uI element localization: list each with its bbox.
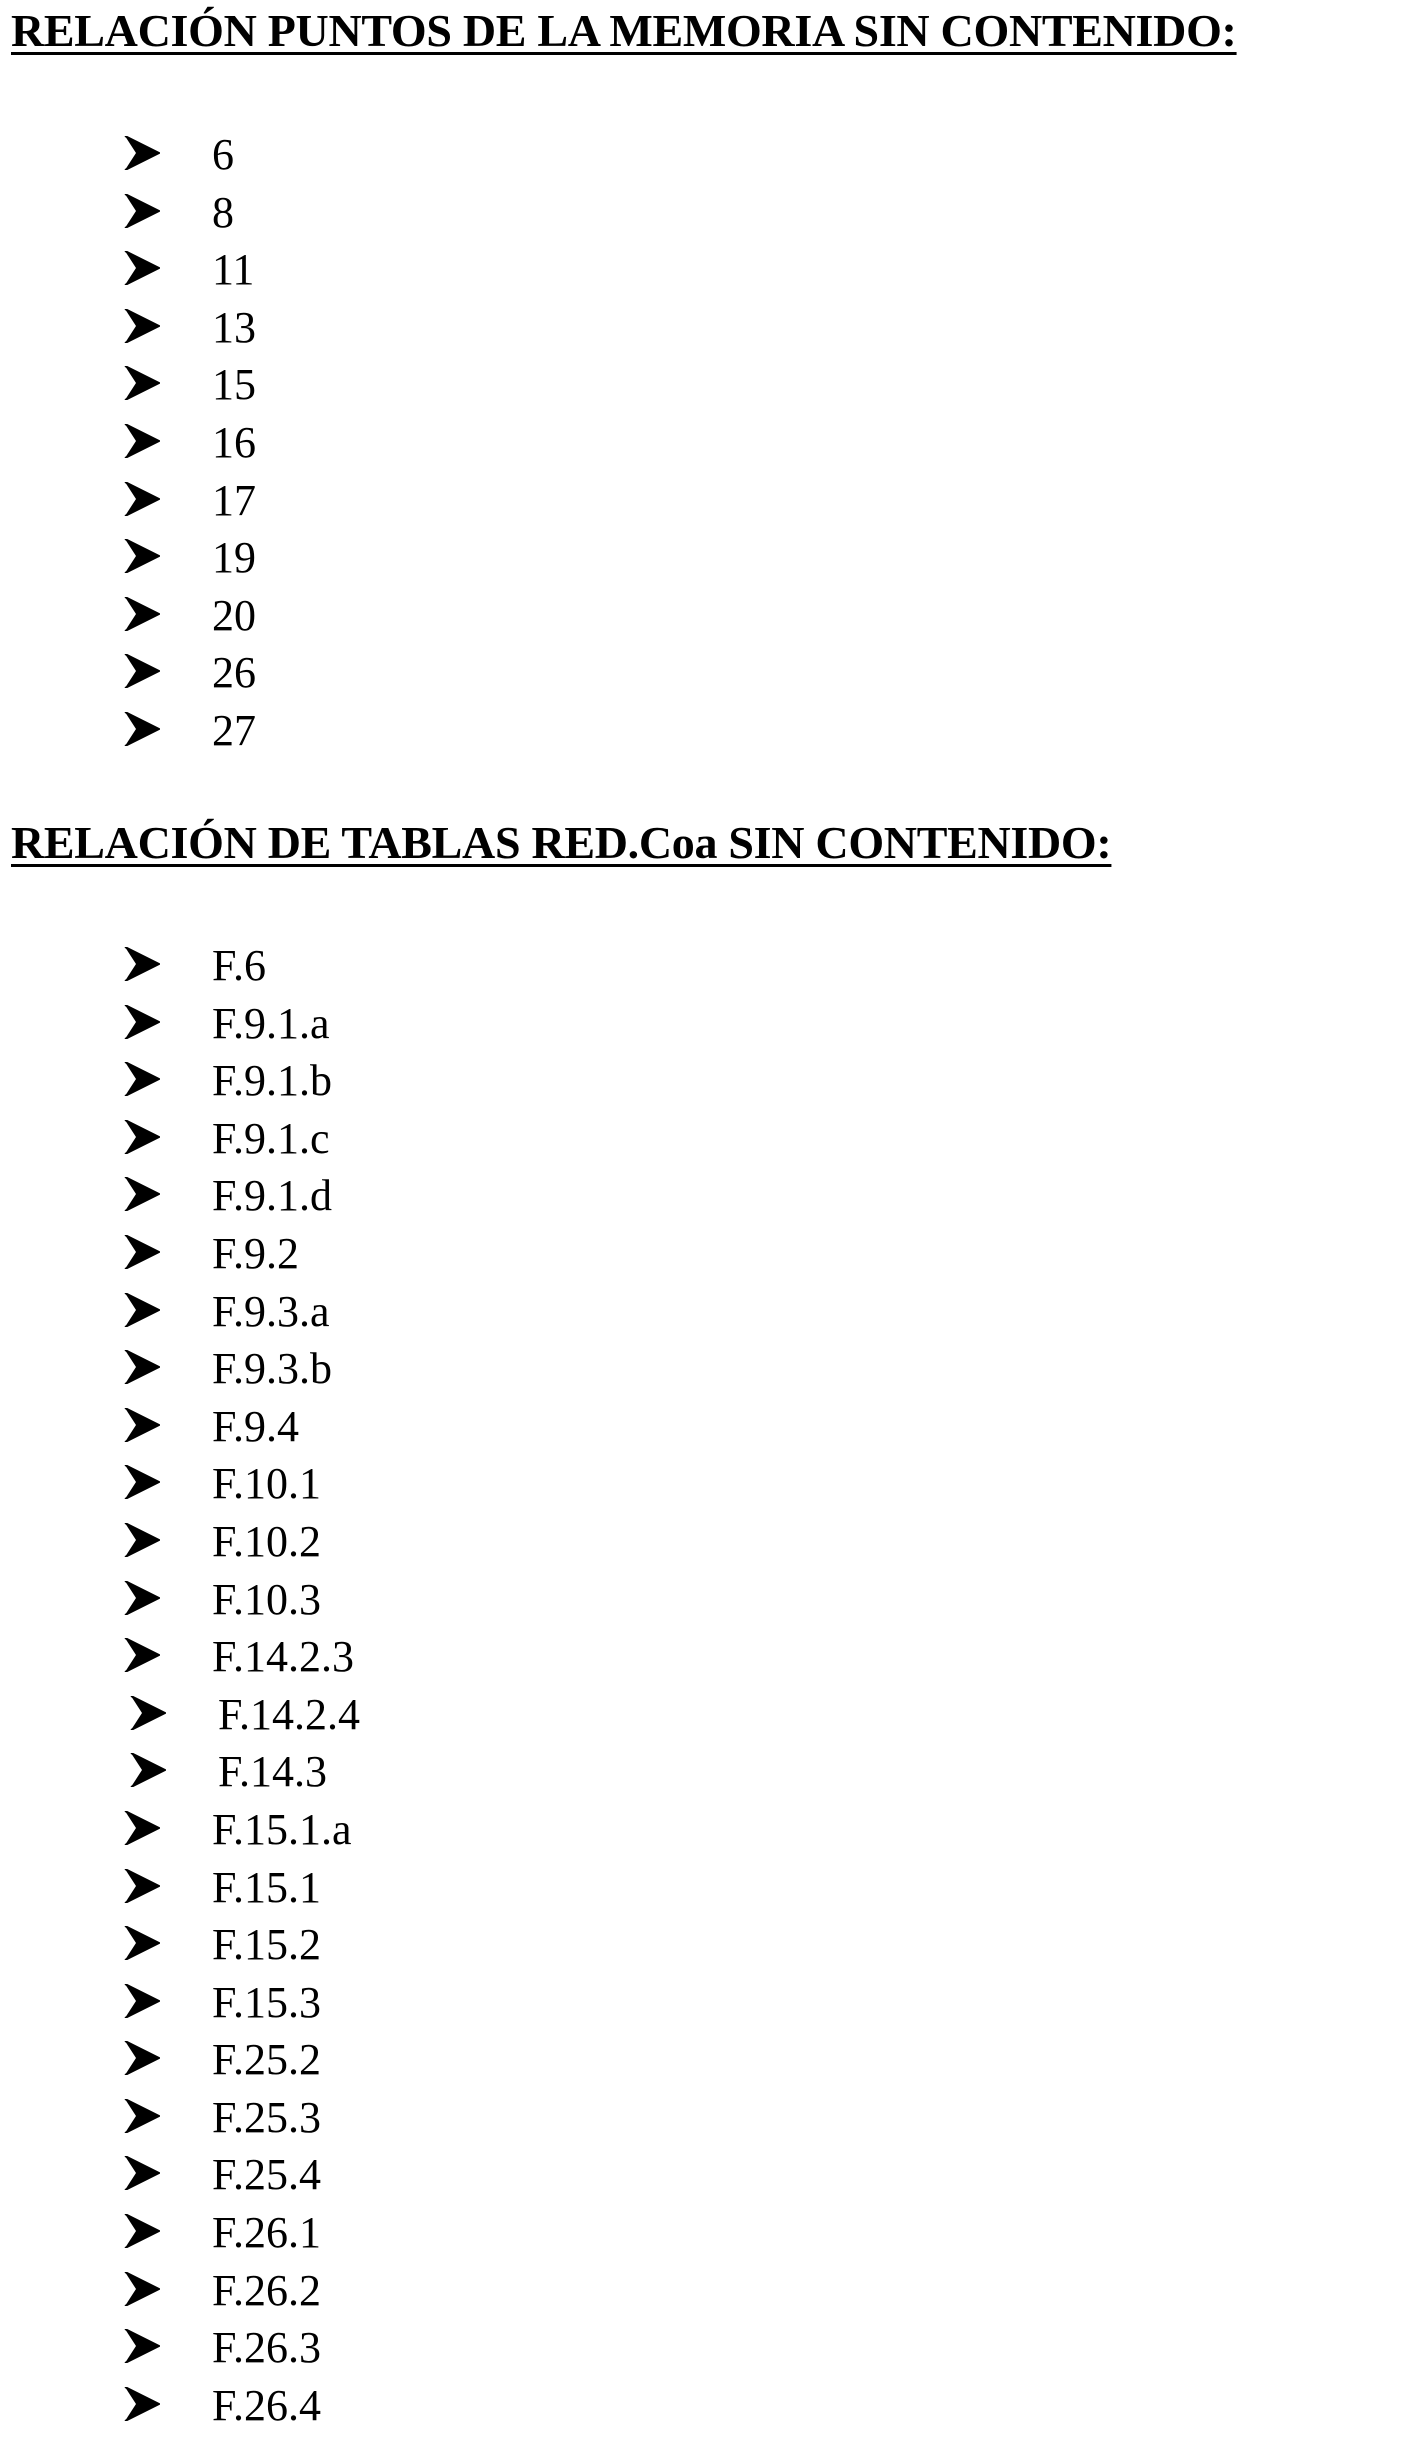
arrowhead-bullet-icon bbox=[124, 1638, 160, 1672]
list-item-text: F.10.3 bbox=[212, 1574, 321, 1624]
arrowhead-bullet-icon bbox=[124, 136, 160, 170]
arrowhead-bullet-icon bbox=[124, 1293, 160, 1327]
section-memoria-heading: RELACIÓN PUNTOS DE LA MEMORIA SIN CONTENIDO: bbox=[11, 5, 1237, 56]
arrowhead-bullet-icon-svg bbox=[124, 1177, 160, 1211]
section-tablas-heading: RELACIÓN DE TABLAS RED.Coa SIN CONTENIDO: bbox=[11, 817, 1112, 868]
arrowhead-bullet-icon-svg bbox=[124, 1523, 160, 1557]
arrowhead-bullet-icon-svg bbox=[124, 1465, 160, 1499]
arrowhead-bullet-icon-svg bbox=[124, 1811, 160, 1845]
arrowhead-bullet-icon-svg bbox=[130, 1753, 166, 1787]
arrowhead-bullet-icon bbox=[124, 251, 160, 285]
list-item-text: F.14.2.4 bbox=[218, 1689, 360, 1739]
list-item-text: 11 bbox=[212, 245, 255, 295]
list-item-text: F.26.2 bbox=[212, 2265, 321, 2315]
list-item-text: F.25.2 bbox=[212, 2035, 321, 2085]
list-item-text: F.9.3.b bbox=[212, 1344, 332, 1394]
arrowhead-bullet-icon bbox=[130, 1696, 166, 1730]
arrowhead-bullet-icon-svg bbox=[124, 2214, 160, 2248]
arrowhead-bullet-icon bbox=[124, 2387, 160, 2421]
arrowhead-bullet-icon-svg bbox=[124, 2329, 160, 2363]
list-item-text: F.9.1.d bbox=[212, 1171, 332, 1221]
list-item-text: 27 bbox=[212, 705, 256, 755]
arrowhead-bullet-icon-svg bbox=[124, 136, 160, 170]
arrowhead-bullet-icon bbox=[124, 1408, 160, 1442]
list-item-text: F.25.4 bbox=[212, 2150, 321, 2200]
arrowhead-bullet-icon bbox=[124, 1120, 160, 1154]
arrowhead-bullet-icon bbox=[124, 1177, 160, 1211]
arrowhead-bullet-icon-svg bbox=[124, 2156, 160, 2190]
arrowhead-bullet-icon bbox=[124, 947, 160, 981]
arrowhead-bullet-icon bbox=[124, 2099, 160, 2133]
list-item-text: F.9.1.a bbox=[212, 998, 330, 1048]
arrowhead-bullet-icon bbox=[124, 712, 160, 746]
list-item-text: F.9.4 bbox=[212, 1401, 299, 1451]
list-item-text: 26 bbox=[212, 648, 256, 698]
arrowhead-bullet-icon-svg bbox=[124, 424, 160, 458]
arrowhead-bullet-icon bbox=[124, 1062, 160, 1096]
list-item-text: 13 bbox=[212, 302, 256, 352]
arrowhead-bullet-icon bbox=[124, 1523, 160, 1557]
arrowhead-bullet-icon-svg bbox=[124, 1005, 160, 1039]
arrowhead-bullet-icon bbox=[124, 1811, 160, 1845]
list-item-text: F.10.2 bbox=[212, 1516, 321, 1566]
list-item-text: F.9.3.a bbox=[212, 1286, 330, 1336]
arrowhead-bullet-icon-svg bbox=[124, 1350, 160, 1384]
arrowhead-bullet-icon bbox=[124, 309, 160, 343]
arrowhead-bullet-icon-svg bbox=[124, 1293, 160, 1327]
arrowhead-bullet-icon-svg bbox=[124, 712, 160, 746]
list-item-text: F.15.1 bbox=[212, 1862, 321, 1912]
arrowhead-bullet-icon bbox=[124, 1465, 160, 1499]
arrowhead-bullet-icon bbox=[130, 1753, 166, 1787]
list-item-text: F.25.3 bbox=[212, 2092, 321, 2142]
arrowhead-bullet-icon bbox=[124, 1235, 160, 1269]
arrowhead-bullet-icon-svg bbox=[124, 1581, 160, 1615]
arrowhead-bullet-icon-svg bbox=[124, 539, 160, 573]
arrowhead-bullet-icon-svg bbox=[124, 654, 160, 688]
arrowhead-bullet-icon bbox=[124, 1984, 160, 2018]
arrowhead-bullet-icon-svg bbox=[124, 1235, 160, 1269]
list-item-text: F.10.1 bbox=[212, 1459, 321, 1509]
arrowhead-bullet-icon bbox=[124, 366, 160, 400]
list-item-text: F.26.4 bbox=[212, 2380, 321, 2430]
arrowhead-bullet-icon-svg bbox=[124, 1408, 160, 1442]
arrowhead-bullet-icon-svg bbox=[124, 1984, 160, 2018]
list-item-text: F.15.2 bbox=[212, 1920, 321, 1970]
list-item-text: F.14.3 bbox=[218, 1747, 327, 1797]
list-item-text: F.26.3 bbox=[212, 2323, 321, 2373]
arrowhead-bullet-icon-svg bbox=[124, 251, 160, 285]
arrowhead-bullet-icon bbox=[124, 194, 160, 228]
arrowhead-bullet-icon bbox=[124, 1350, 160, 1384]
list-item-text: F.9.1.c bbox=[212, 1113, 330, 1163]
arrowhead-bullet-icon bbox=[124, 1581, 160, 1615]
arrowhead-bullet-icon-svg bbox=[124, 2272, 160, 2306]
arrowhead-bullet-icon bbox=[124, 1869, 160, 1903]
arrowhead-bullet-icon bbox=[124, 1005, 160, 1039]
arrowhead-bullet-icon bbox=[124, 2156, 160, 2190]
arrowhead-bullet-icon bbox=[124, 597, 160, 631]
arrowhead-bullet-icon bbox=[124, 1926, 160, 1960]
list-item-text: 15 bbox=[212, 360, 256, 410]
arrowhead-bullet-icon-svg bbox=[124, 366, 160, 400]
arrowhead-bullet-icon bbox=[124, 654, 160, 688]
arrowhead-bullet-icon-svg bbox=[124, 1869, 160, 1903]
list-item-text: F.9.2 bbox=[212, 1228, 299, 1278]
arrowhead-bullet-icon-svg bbox=[124, 1062, 160, 1096]
list-item-text: 17 bbox=[212, 475, 256, 525]
arrowhead-bullet-icon-svg bbox=[124, 947, 160, 981]
list-item-text: 19 bbox=[212, 533, 256, 583]
arrowhead-bullet-icon bbox=[124, 2041, 160, 2075]
arrowhead-bullet-icon bbox=[124, 2272, 160, 2306]
list-item-text: F.9.1.b bbox=[212, 1056, 332, 1106]
list-item-text: F.15.3 bbox=[212, 1977, 321, 2027]
list-item-text: 8 bbox=[212, 187, 234, 237]
arrowhead-bullet-icon-svg bbox=[124, 1638, 160, 1672]
list-item-text: 20 bbox=[212, 590, 256, 640]
list-item-text: F.15.1.a bbox=[212, 1804, 352, 1854]
arrowhead-bullet-icon-svg bbox=[124, 2387, 160, 2421]
arrowhead-bullet-icon-svg bbox=[124, 194, 160, 228]
list-item-text: F.26.1 bbox=[212, 2208, 321, 2258]
arrowhead-bullet-icon bbox=[124, 424, 160, 458]
arrowhead-bullet-icon-svg bbox=[124, 597, 160, 631]
arrowhead-bullet-icon-svg bbox=[124, 482, 160, 516]
arrowhead-bullet-icon-svg bbox=[124, 2041, 160, 2075]
list-item-text: 6 bbox=[212, 130, 234, 179]
list-item-text: 16 bbox=[212, 417, 256, 467]
list-item-text: F.6 bbox=[212, 941, 266, 990]
arrowhead-bullet-icon-svg bbox=[124, 2099, 160, 2133]
arrowhead-bullet-icon-svg bbox=[124, 1926, 160, 1960]
arrowhead-bullet-icon bbox=[124, 2329, 160, 2363]
list-item-text: F.14.2.3 bbox=[212, 1632, 354, 1682]
arrowhead-bullet-icon bbox=[124, 482, 160, 516]
arrowhead-bullet-icon-svg bbox=[124, 1120, 160, 1154]
arrowhead-bullet-icon bbox=[124, 2214, 160, 2248]
arrowhead-bullet-icon-svg bbox=[124, 309, 160, 343]
arrowhead-bullet-icon bbox=[124, 539, 160, 573]
arrowhead-bullet-icon-svg bbox=[130, 1696, 166, 1730]
